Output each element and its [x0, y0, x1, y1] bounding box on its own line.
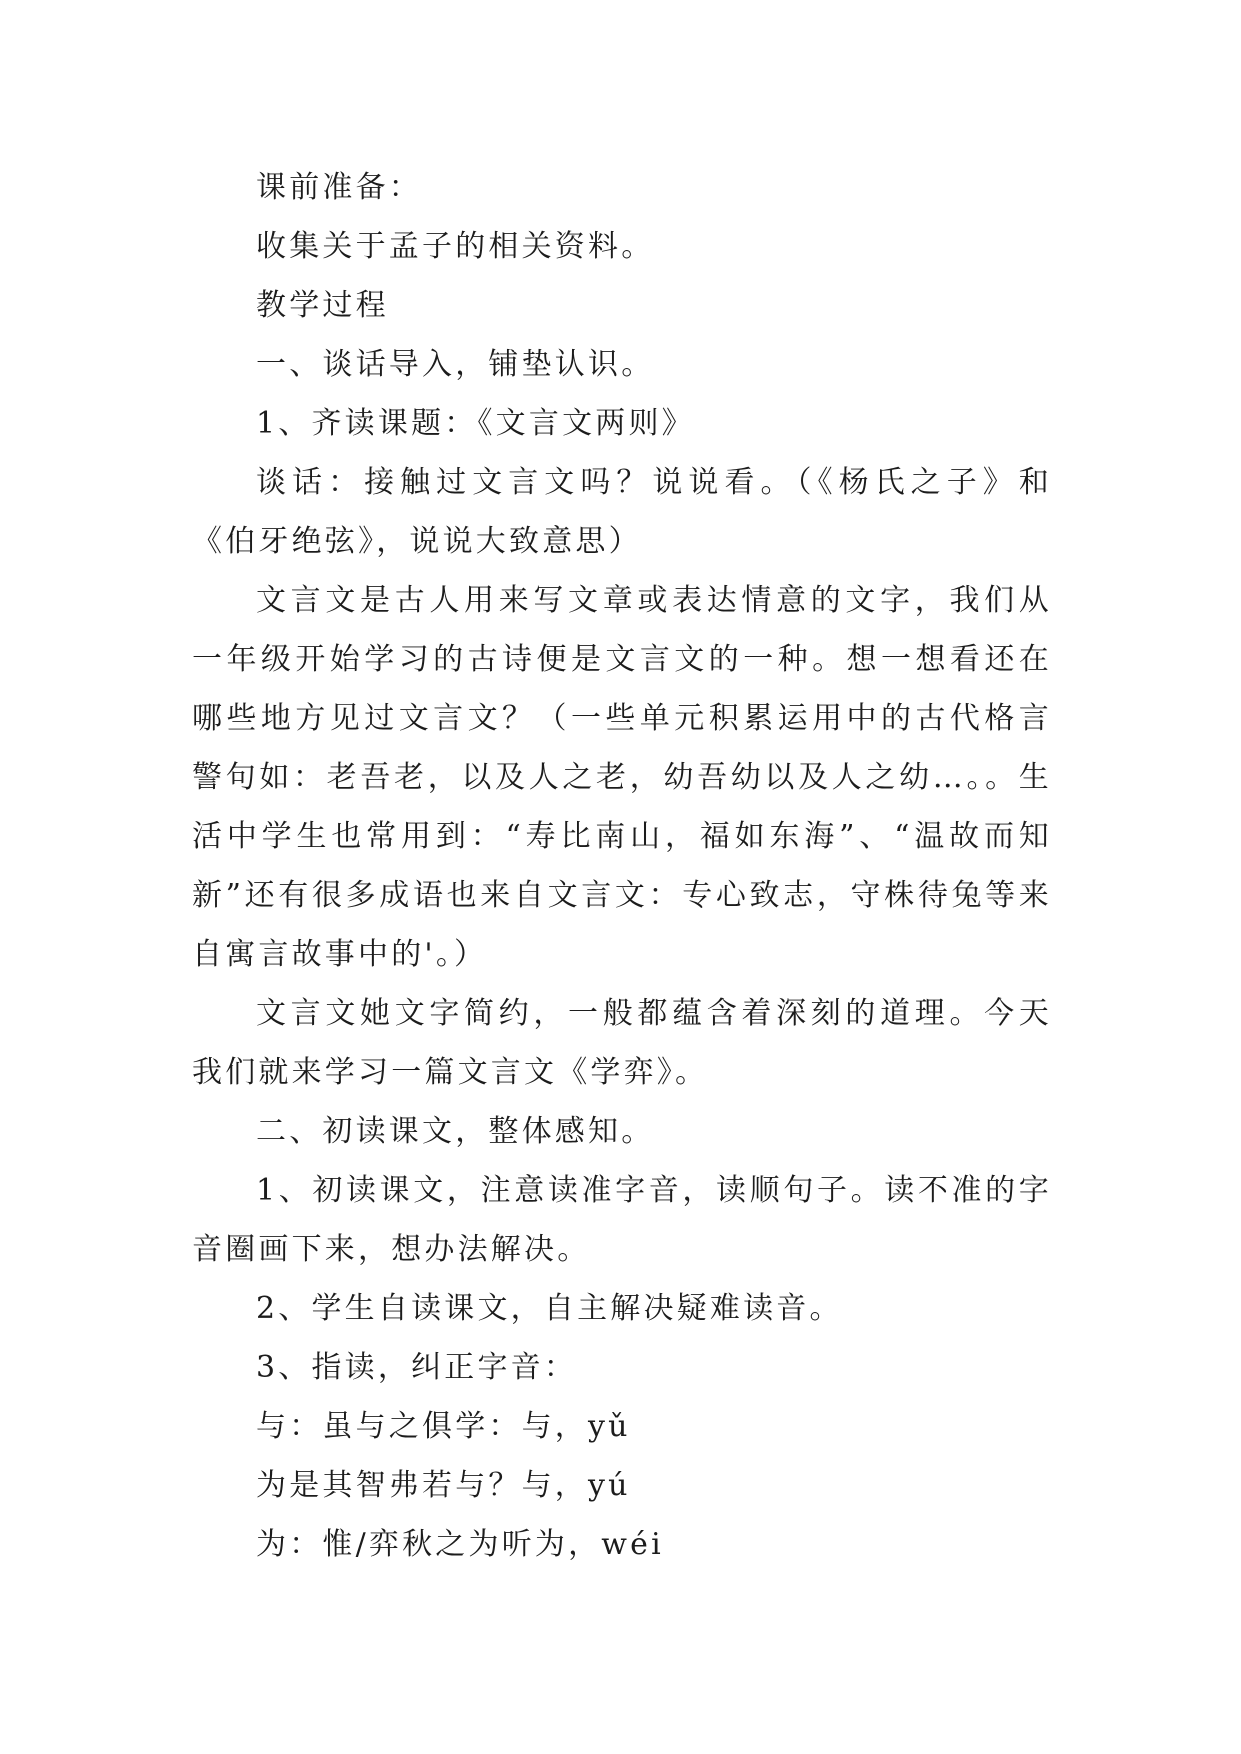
- paragraph-section-one-heading: 一、谈话导入，铺垫认识。: [256, 347, 655, 382]
- paragraph-lesson-intro: 文言文她文字简约，一般都蕴含着深刻的道理。今天我们就来学习一篇文言文《学弈》。: [192, 996, 1052, 1090]
- paragraph-reading-step-three: 3、指读，纠正字音：: [256, 1350, 578, 1385]
- paragraph-section-two-heading: 二、初读课文，整体感知。: [256, 1114, 655, 1149]
- paragraph-preparation-heading: 课前准备：: [256, 170, 422, 205]
- document-body: [192, 158, 1052, 1574]
- paragraph-classical-chinese-intro: 文言文是古人用来写文章或表达情意的文字，我们从一年级开始学习的古诗便是文言文的一种。想一想看还在哪些地方见过文言文？（一些单元积累运用中的古代格言警句如：老吾老，以及人之老，幼吾幼以及人之幼…。。生活中学生也常用到：“寿比南山，福如东海”、“温故而知新”还有很多成语也来自文言文：专心致志，守株待兔等来自寓言故事中的'。）: [192, 583, 1052, 972]
- paragraph-preparation-content: 收集关于孟子的相关资料。: [256, 229, 655, 264]
- paragraph-step-one: 1、齐读课题：《文言文两则》: [256, 406, 695, 441]
- paragraph-reading-step-one: 1、初读课文，注意读准字音，读顺句子。读不准的字音圈画下来，想办法解决。: [192, 1173, 1052, 1267]
- paragraph-process-heading: 教学过程: [256, 288, 389, 323]
- paragraph-pronunciation-yu-two: 为是其智弗若与？与，yú: [256, 1468, 631, 1503]
- paragraph-discussion: 谈话：接触过文言文吗？说说看。（《杨氏之子》和《伯牙绝弦》，说说大致意思）: [192, 465, 1052, 559]
- paragraph-pronunciation-yu-three: 与：虽与之俱学：与，yǔ: [256, 1409, 631, 1444]
- paragraph-reading-step-two: 2、学生自读课文，自主解决疑难读音。: [256, 1291, 843, 1326]
- paragraph-pronunciation-wei: 为：惟/弈秋之为听为，wéi: [256, 1527, 664, 1562]
